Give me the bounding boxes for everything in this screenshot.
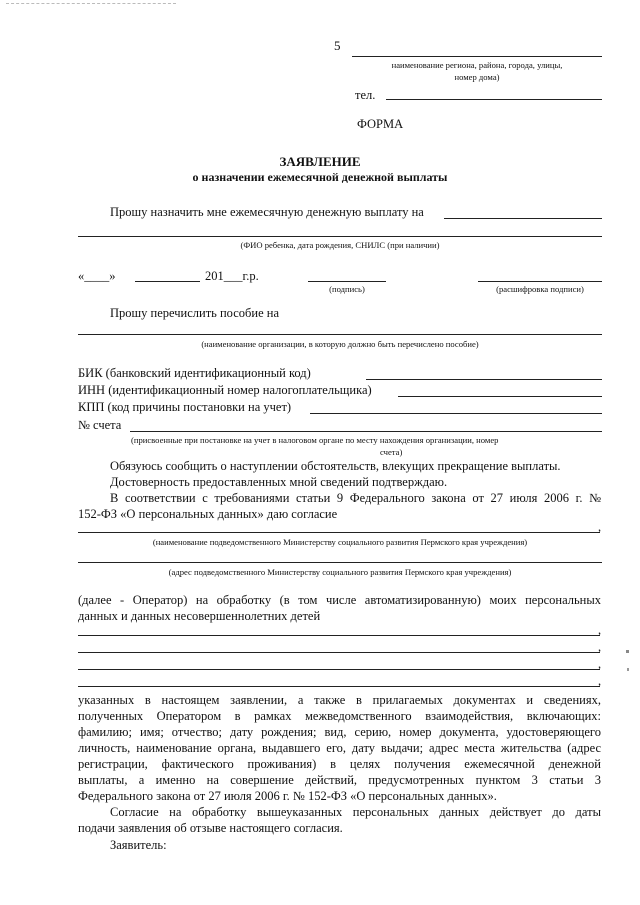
kpp-field[interactable] bbox=[310, 413, 602, 414]
body-line: личность, наименование органа, выдавшего его, дату выдачи; адрес места жительства (адрес bbox=[78, 741, 601, 755]
child-info-caption: (ФИО ребенка, дата рождения, СНИЛС (при наличии) bbox=[240, 240, 440, 250]
date-day[interactable]: «____» bbox=[78, 269, 116, 283]
body-line: указанных в настоящем заявлении, а также в прилагаемых документах и сведениях, bbox=[78, 693, 601, 707]
validity-text-1: Согласие на обработку вышеуказанных персональных данных действует до даты bbox=[110, 805, 601, 819]
signature-caption: (подпись) bbox=[329, 284, 365, 294]
bik-field[interactable] bbox=[366, 379, 602, 380]
comma-mark: , bbox=[598, 657, 602, 671]
applicant-label: Заявитель: bbox=[110, 838, 167, 852]
account-field[interactable] bbox=[130, 431, 602, 432]
address-line bbox=[352, 56, 602, 57]
comma-mark: , bbox=[598, 674, 602, 688]
institution-caption: (наименование подведомственного Министерству социального развития Пермского края учреждения) bbox=[152, 537, 528, 547]
bik-label: БИК (банковский идентификационный код) bbox=[78, 366, 311, 380]
obligation-text: Обязуюсь сообщить о наступлении обстоятельств, влекущих прекращение выплаты. bbox=[110, 459, 561, 473]
organization-caption: (наименование организации, в которую должно быть перечислено пособие) bbox=[201, 339, 479, 349]
children-field-1[interactable] bbox=[78, 635, 600, 636]
inn-field[interactable] bbox=[398, 396, 602, 397]
consent-text-1: В соответствии с требованиями статьи 9 Федерального закона от 27 июля 2006 г. № bbox=[110, 491, 601, 505]
tax-caption-2: счета) bbox=[380, 447, 403, 457]
phone-field[interactable] bbox=[386, 99, 602, 100]
scan-artifact bbox=[6, 3, 176, 4]
consent-text-2: 152-ФЗ «О персональных данных» даю согласие bbox=[78, 507, 338, 521]
date-month-field[interactable] bbox=[135, 281, 200, 282]
children-field-2[interactable] bbox=[78, 652, 600, 653]
address-caption: наименование региона, района, города, улицы, bbox=[391, 60, 563, 70]
form-label: ФОРМА bbox=[357, 117, 404, 131]
operator-text-2: данных и данных несовершеннолетних детей bbox=[78, 609, 321, 623]
date-year[interactable]: 201___г.р. bbox=[205, 269, 259, 283]
institution-address-field[interactable] bbox=[78, 562, 602, 563]
body-line: выплаты, а именно на совершение действий, предусмотренных пунктом 3 статьи 3 bbox=[78, 773, 601, 787]
child-info-field[interactable] bbox=[78, 236, 602, 237]
transfer-text: Прошу перечислить пособие на bbox=[110, 306, 280, 320]
account-label: № счета bbox=[78, 418, 122, 432]
tax-caption: (присвоенные при постановке на учет в налоговом органе по месту нахождения организации, номер bbox=[131, 435, 499, 445]
children-field-3[interactable] bbox=[78, 669, 600, 670]
body-line: регистрации, фактического проживания) в целях получения ежемесячной денежной bbox=[78, 757, 601, 771]
signature-decode-caption: (расшифровка подписи) bbox=[496, 284, 584, 294]
request-field[interactable] bbox=[444, 218, 602, 219]
organization-field[interactable] bbox=[78, 334, 602, 335]
body-line-last: Федерального закона от 27 июля 2006 г. № 152-ФЗ «О персональных данных». bbox=[78, 789, 497, 803]
validity-text-2: подачи заявления об отзыве настоящего согласия. bbox=[78, 821, 343, 835]
page-number: 5 bbox=[334, 38, 341, 53]
body-line: фамилию; имя; отчество; дату рождения; вид, серию, номер документа, удостоверяющего bbox=[78, 725, 601, 739]
address-caption-2: номер дома) bbox=[454, 72, 500, 82]
signature-decode-field[interactable] bbox=[478, 281, 602, 282]
comma-mark: , bbox=[598, 623, 602, 637]
scan-speck bbox=[626, 650, 629, 653]
kpp-label: КПП (код причины постановки на учет) bbox=[78, 400, 292, 414]
institution-field[interactable] bbox=[78, 532, 600, 533]
body-line: полученных Оператором в рамках межведомственного взаимодействия, включающих: bbox=[78, 709, 601, 723]
request-text: Прошу назначить мне ежемесячную денежную выплату на bbox=[110, 205, 424, 219]
phone-label: тел. bbox=[355, 88, 376, 102]
signature-field[interactable] bbox=[308, 281, 386, 282]
document-title: ЗАЯВЛЕНИЕ bbox=[279, 154, 361, 169]
scan-speck bbox=[627, 668, 629, 671]
inn-label: ИНН (идентификационный номер налогоплательщика) bbox=[78, 383, 372, 397]
comma-mark: , bbox=[598, 640, 602, 654]
children-field-4[interactable] bbox=[78, 686, 600, 687]
comma-mark: , bbox=[598, 520, 602, 534]
institution-address-caption: (адрес подведомственного Министерству социального развития Пермского края учреждения) bbox=[168, 567, 512, 577]
document-subtitle: о назначении ежемесячной денежной выплаты bbox=[192, 170, 448, 184]
accuracy-text: Достоверность предоставленных мной сведений подтверждаю. bbox=[110, 475, 448, 489]
operator-text-1: (далее - Оператор) на обработку (в том числе автоматизированную) моих персональных bbox=[78, 593, 601, 607]
